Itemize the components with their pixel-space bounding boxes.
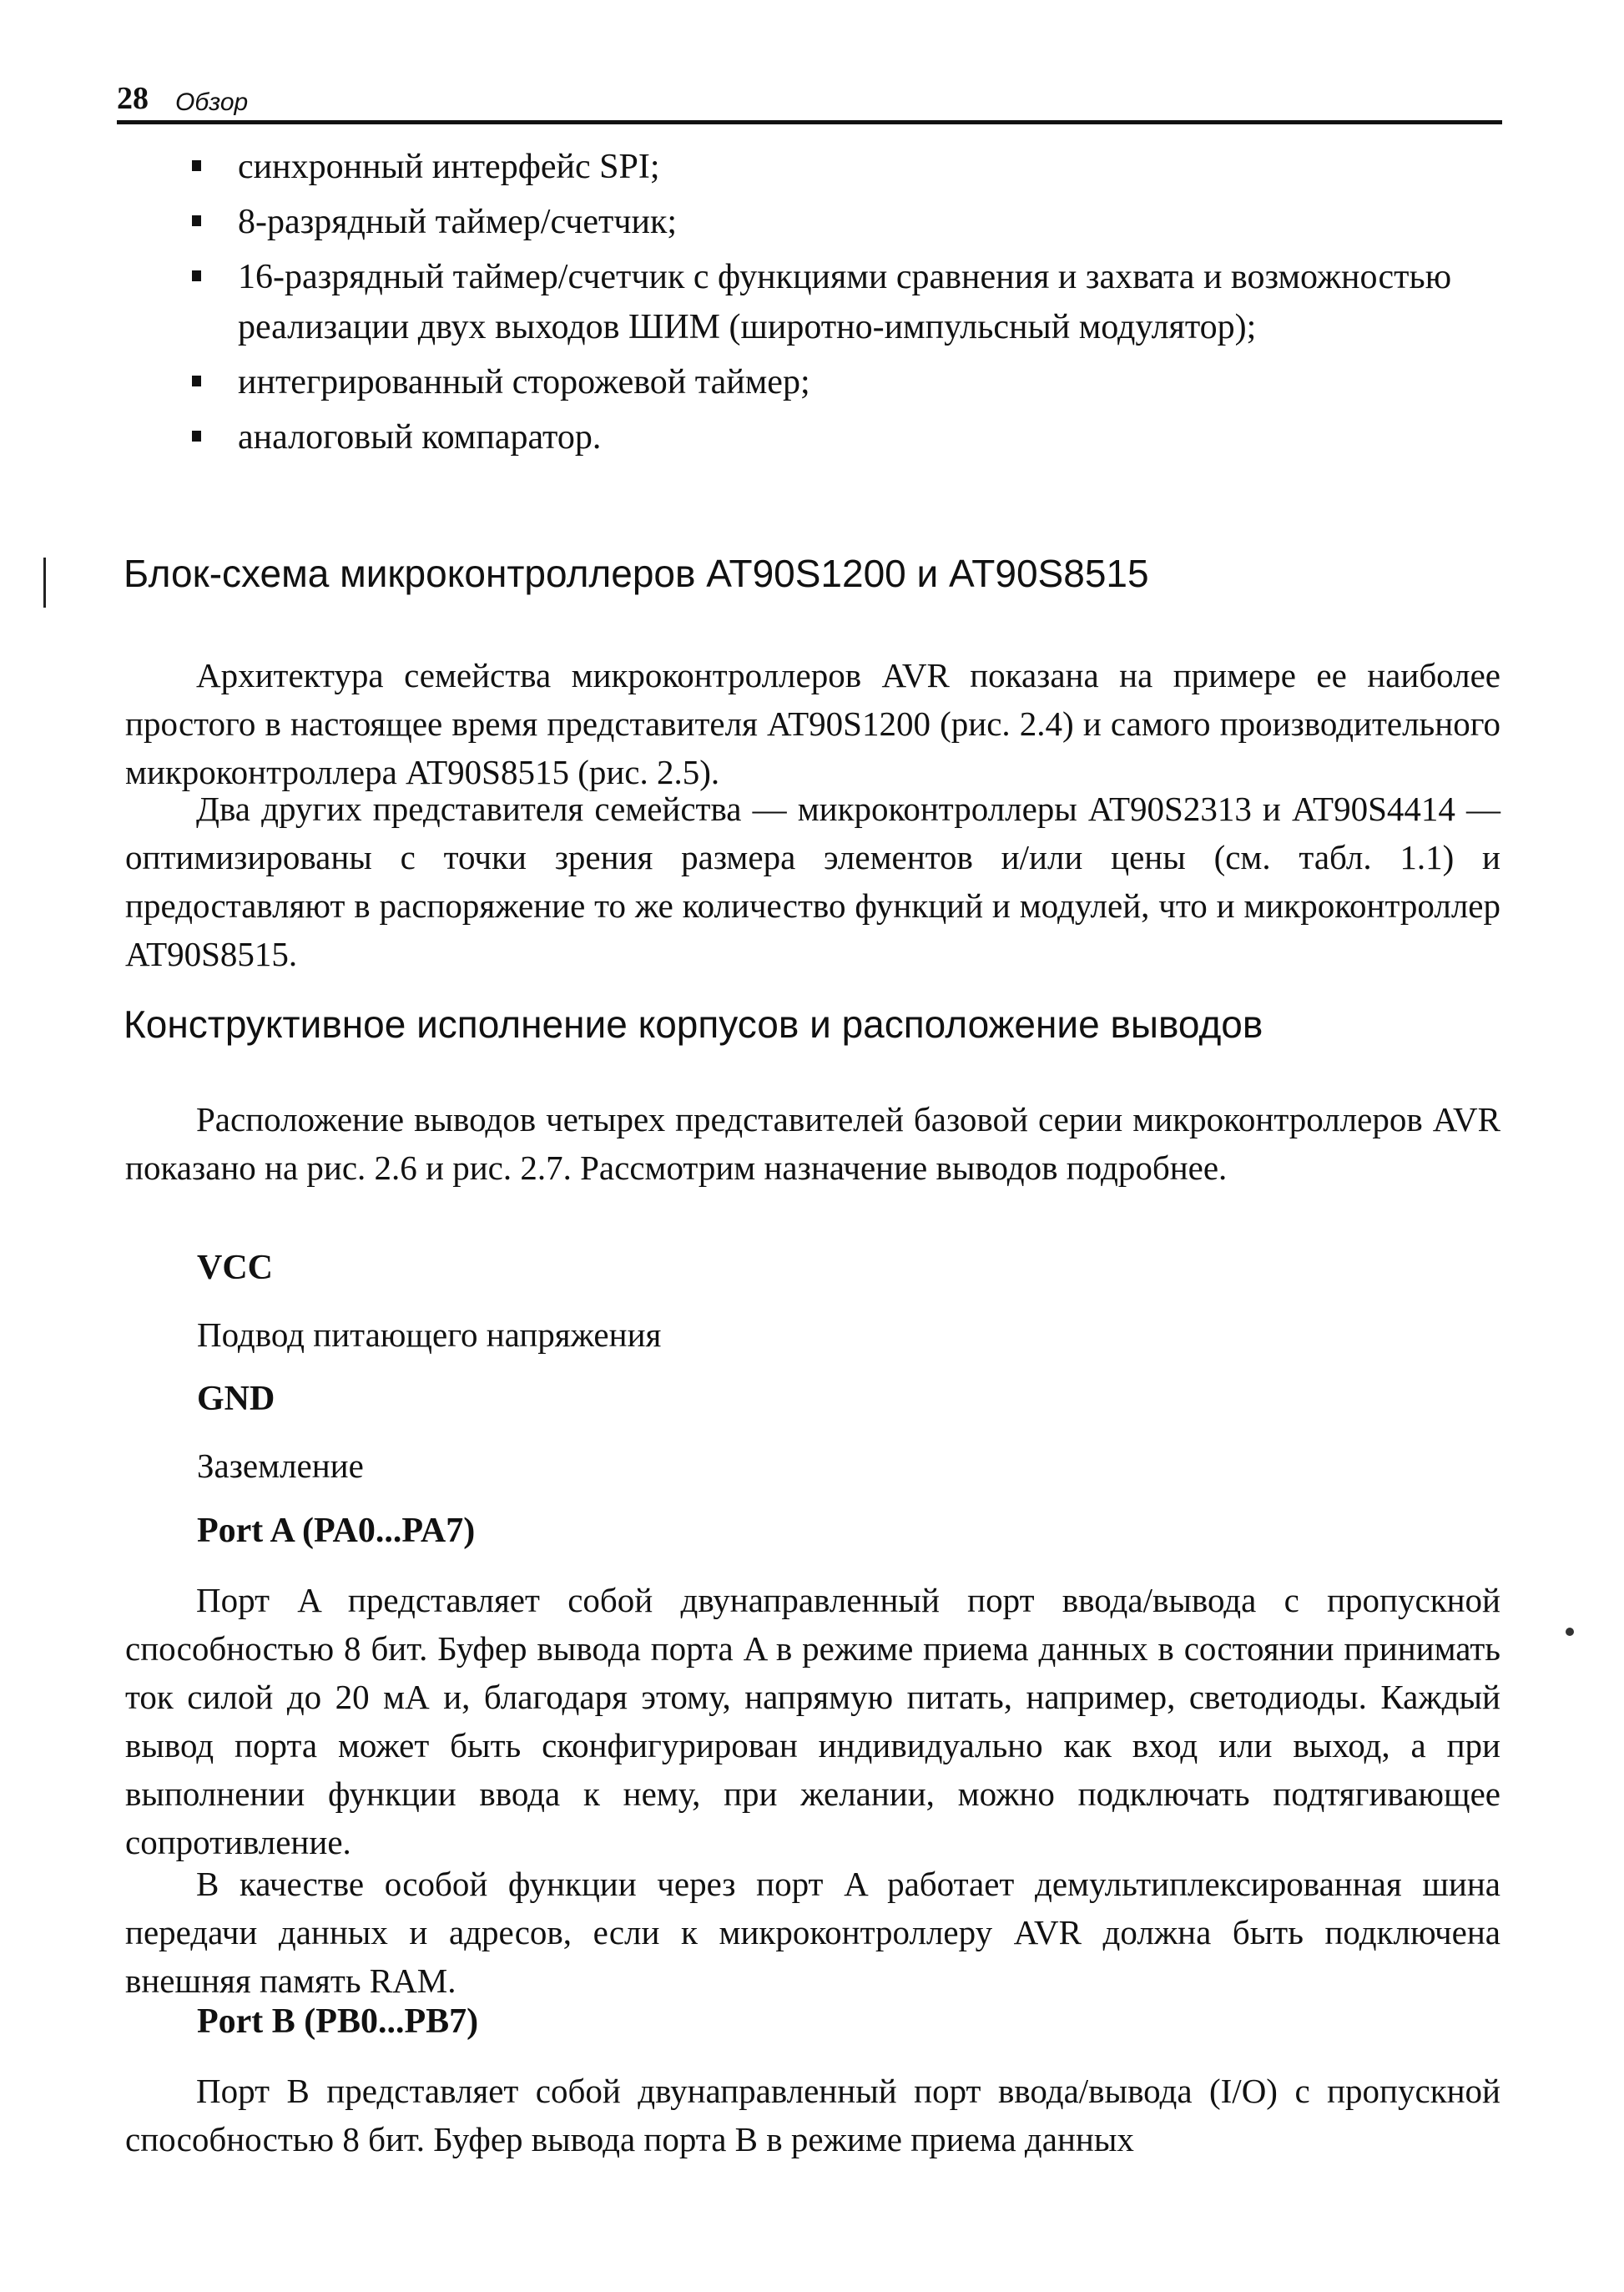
paragraph: В качестве особой функции через порт A работает демультиплексированная шина передачи данных и адресов, если к микроконтроллеру AVR должна быть подключена внешняя память RAM. (125, 1865, 1500, 2000)
pin-title-gnd: GND (197, 1380, 275, 1418)
feature-list (192, 142, 1502, 467)
pin-description-gnd: Заземление (197, 1446, 364, 1485)
paragraph: Расположение выводов четырех представителей базовой серии микроконтроллеров AVR показано на рис. 2.6 и рис. 2.7. Рассмотрим назначение выводов подробнее. (125, 1100, 1500, 1187)
scan-speck (1566, 1628, 1574, 1636)
paragraph: Порт A представляет собой двунаправленный порт ввода/вывода с пропускной способностью 8 бит. Буфер вывода порта A в режиме приема данных в состоянии принимать ток силой до 20 мА и, благодаря этому, напрямую питать, например, светодиоды. Каждый вывод порта может быть сконфигурирован индивидуально как вход или выход, а при выполнении функции ввода к нему, при желании, можно подключать подтягивающее сопротивление. (125, 1581, 1500, 1861)
list-item: синхронный интерфейс SPI; (192, 142, 1502, 192)
paragraph: Порт B представляет собой двунаправленный порт ввода/вывода (I/O) с пропускной способностью 8 бит. Буфер вывода порта B в режиме приема данных (125, 2072, 1500, 2158)
paragraph: Два других представителя семейства — микроконтроллеры AT90S2313 и AT90S4414 — оптимизированы с точки зрения размера элементов и/или цены (см. табл. 1.1) и предоставляют в распоряжение то же количество функций и модулей, что и микроконтроллер AT90S8515. (125, 790, 1500, 973)
paragraph: Архитектура семейства микроконтроллеров AVR показана на примере ее наиболее простого в настоящее время представителя AT90S1200 (рис. 2.4) и самого производительного микроконтроллера AT90S8515 (рис. 2.5). (125, 656, 1500, 791)
page-header (117, 80, 1502, 124)
page-number: 28 (117, 81, 149, 116)
list-item: аналоговый компаратор. (192, 412, 1502, 462)
margin-change-bar (43, 558, 46, 608)
list-item: интегрированный сторожевой таймер; (192, 357, 1502, 407)
running-section-title: Обзор (175, 88, 249, 116)
pin-title-port-a: Port A (PA0...PA7) (197, 1512, 476, 1550)
section-heading-block-diagram: Блок-схема микроконтроллеров AT90S1200 и AT90S8515 (124, 552, 1149, 595)
header-rule (117, 120, 1502, 124)
pin-title-vcc: VCC (197, 1249, 273, 1287)
pin-description-vcc: Подвод питающего напряжения (197, 1315, 662, 1354)
pin-title-port-b: Port B (PB0...PB7) (197, 2002, 479, 2041)
list-item: 8-разрядный таймер/счетчик; (192, 197, 1502, 247)
list-item: 16-разрядный таймер/счетчик с функциями сравнения и захвата и возможностью реализации двух выходов ШИМ (широтно-импульсный модулятор); (192, 252, 1502, 352)
section-heading-pinout: Конструктивное исполнение корпусов и расположение выводов (124, 1002, 1263, 1046)
